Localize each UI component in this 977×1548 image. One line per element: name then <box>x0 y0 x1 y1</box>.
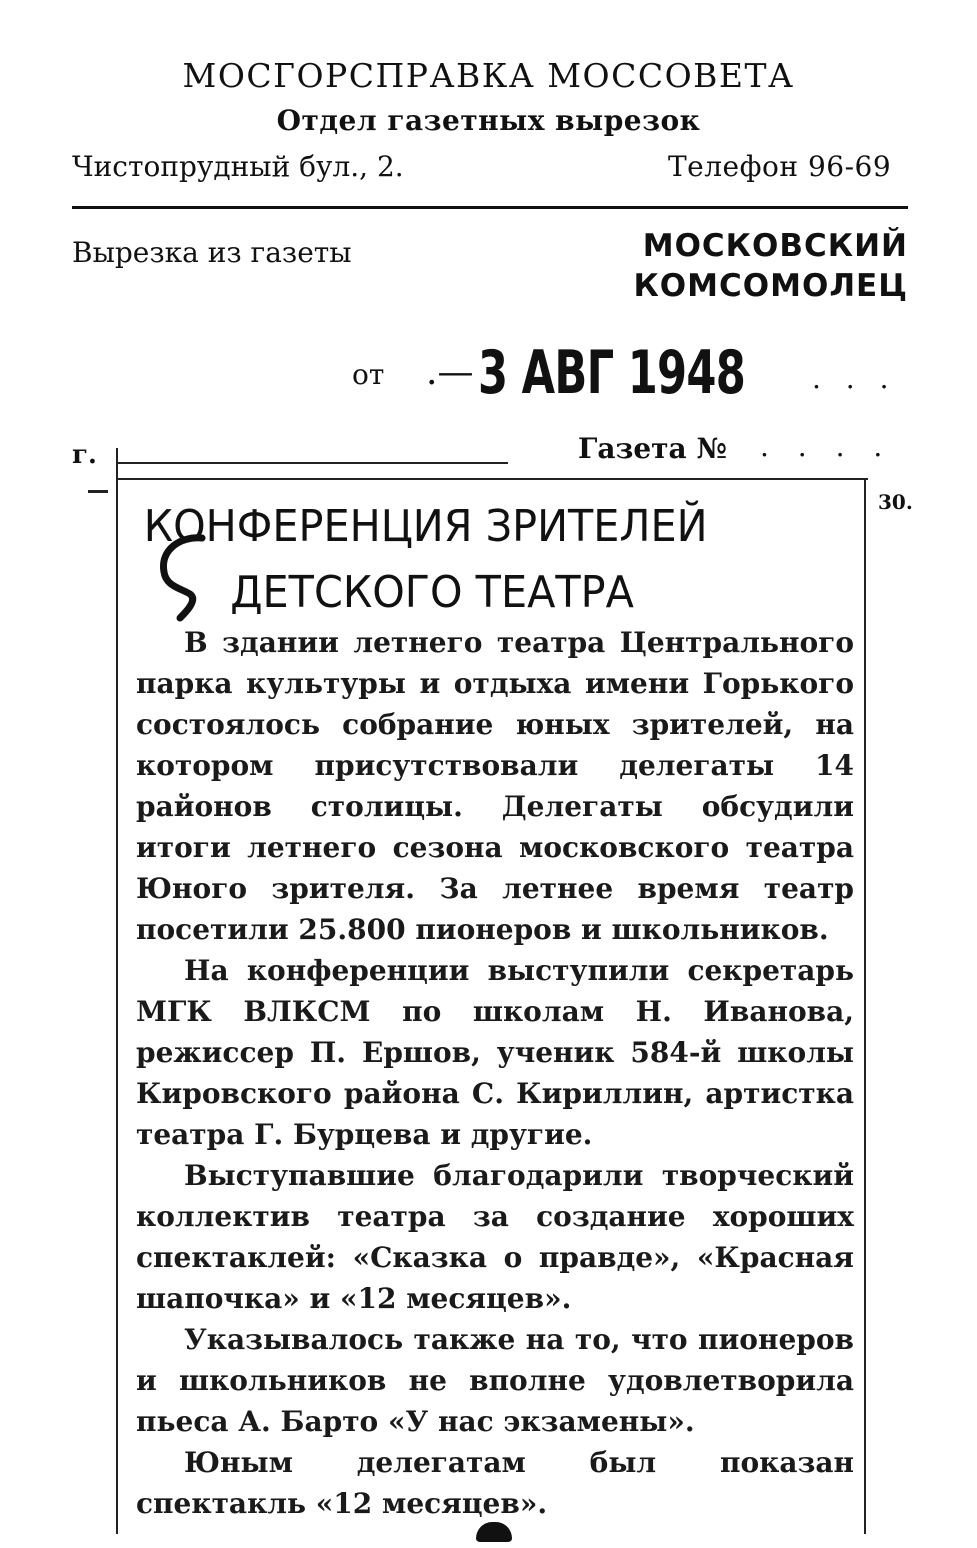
newspaper-name-line1: МОСКОВСКИЙ <box>642 228 908 264</box>
ink-blot <box>476 1522 512 1542</box>
headline-line1: КОНФЕРЕНЦИЯ ЗРИТЕЛЕЙ <box>143 501 708 552</box>
city-label: г. <box>72 440 97 470</box>
newspaper-name-line2: КОМСОМОЛЕЦ <box>633 268 908 304</box>
margin-note: 30. <box>878 490 913 514</box>
article-paragraph: На конференции выступили секретарь МГК ВЛКСМ по школам Н. Иванова, режиссер П. Ершов, ученик 584-й школы Кировского района С. Кириллин, артистка театра Г. Бурцева и другие. <box>136 954 854 1151</box>
issue-label: Газета № <box>578 432 727 465</box>
date-dots: . . . <box>812 362 897 395</box>
handwritten-mark-icon <box>150 532 214 622</box>
phone-text: Телефон 96-69 <box>668 150 892 183</box>
headline-line2: ДЕТСКОГО ТЕАТРА <box>230 567 634 618</box>
city-underline <box>118 462 508 464</box>
issue-dots: . . . . <box>760 430 893 463</box>
date-prefix: от <box>352 358 385 391</box>
margin-dash <box>88 490 108 493</box>
clipping-border-left <box>116 448 118 1534</box>
address-text: Чистопрудный бул., 2. <box>72 150 404 183</box>
department-title: Отдел газетных вырезок <box>276 104 701 137</box>
clipping-border-right <box>864 478 866 1534</box>
article-paragraph: В здании летнего театра Центрального парка культуры и отдыха имени Горького состоялось собрание юных зрителей, на котором присутствовали делегаты 14 районов столицы. Делегаты обсудили итоги летнего сезона московского театра Юного зрителя. За летнее время театр посетили 25.800 пионеров и школьников. <box>136 626 854 946</box>
clipping-border-top <box>116 478 868 480</box>
newspaper-name <box>560 226 908 306</box>
date-dash: .— <box>426 352 474 393</box>
article-paragraph: Выступавшие благодарили творческий коллектив театра за создание хороших спектаклей: «Сказка о правде», «Красная шапочка» и «12 месяцев». <box>136 1159 854 1315</box>
article-paragraph: Указывалось также на то, что пионеров и школьников не вполне удовлетворила пьеса А. Барто «У нас экзамены». <box>136 1323 854 1438</box>
article-headline <box>140 494 798 626</box>
source-label: Вырезка из газеты <box>72 236 352 269</box>
article-body <box>136 622 854 1524</box>
article-paragraph: Юным делегатам был показан спектакль «12 месяцев». <box>136 1446 854 1520</box>
date-stamp: 3 АВГ 1948 <box>478 338 746 408</box>
header-divider <box>72 206 908 209</box>
organization-title: МОСГОРСПРАВКА МОССОВЕТА <box>182 56 795 95</box>
